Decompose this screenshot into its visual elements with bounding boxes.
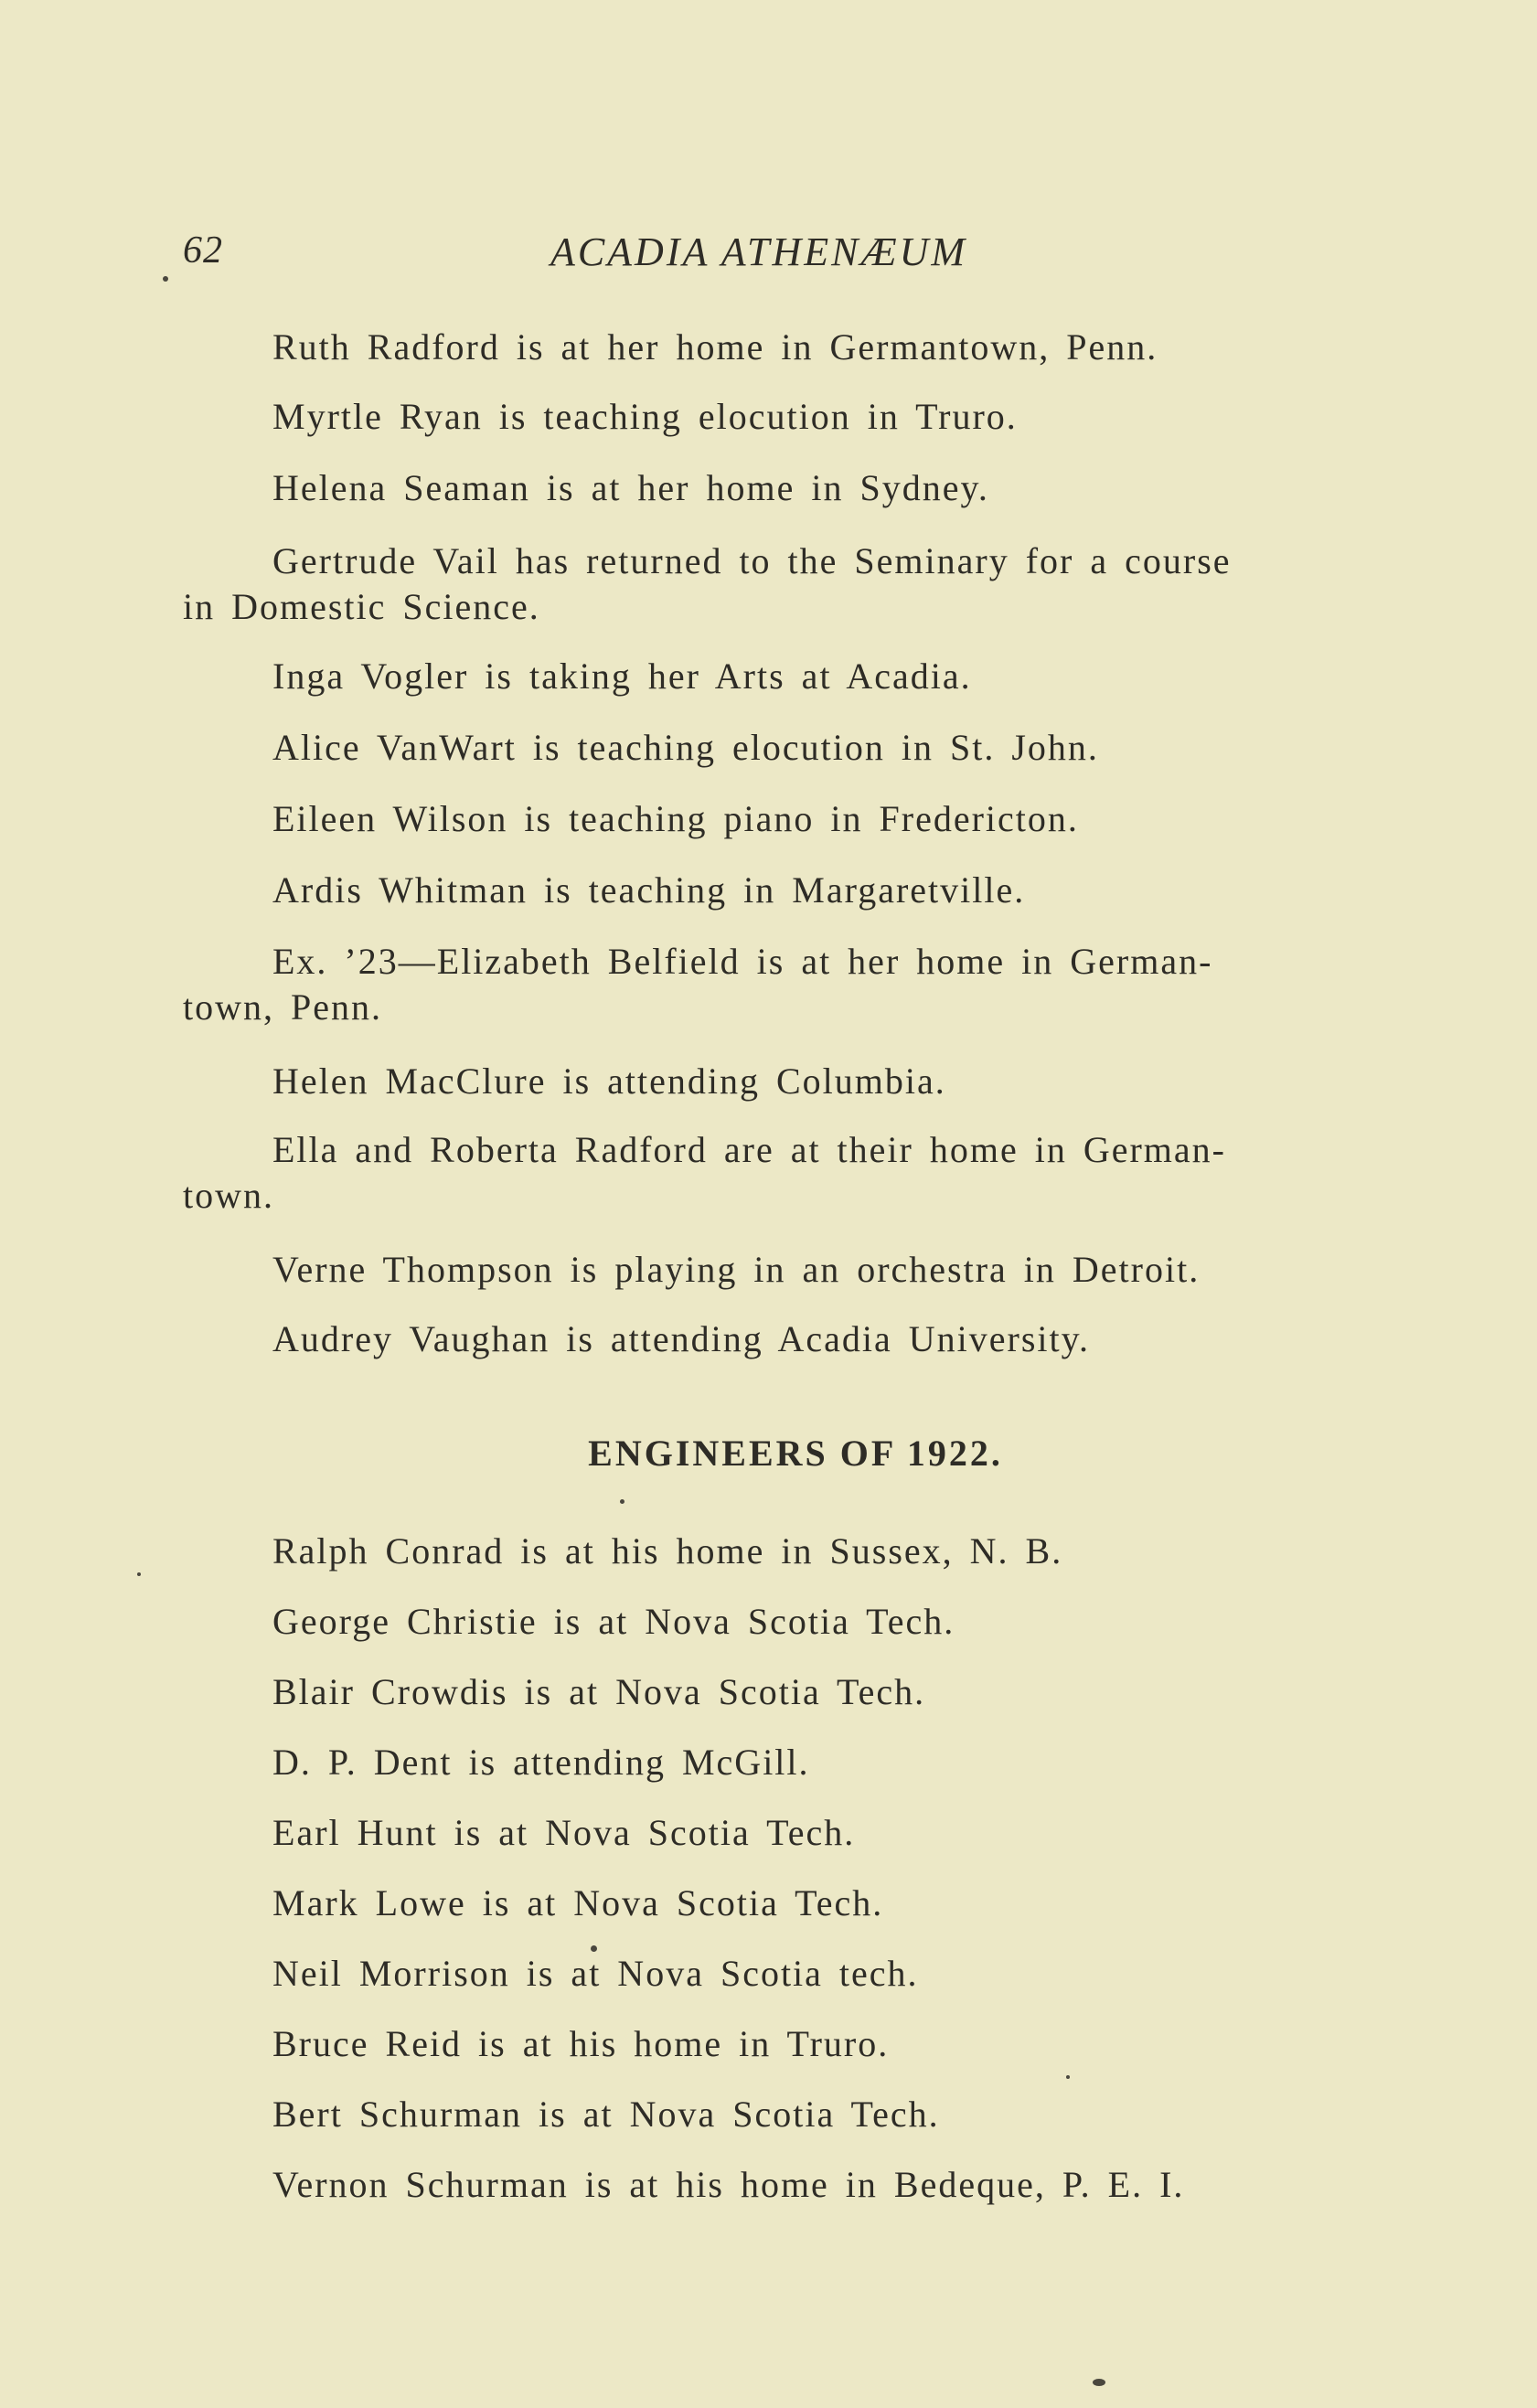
paper-speck [591,1945,597,1952]
note-line: Helena Seaman is at her home in Sydney. [272,467,989,508]
note-line: Earl Hunt is at Nova Scotia Tech. [272,1812,856,1853]
engineer-note [183,1740,1408,1785]
note-line: Eileen Wilson is teaching piano in Fredericton. [272,798,1079,839]
note-line: Ruth Radford is at her home in Germantown, Penn. [272,326,1158,368]
paper-speck [163,276,168,282]
note-paragraph [183,325,1408,370]
note-paragraph [183,465,1408,511]
engineer-note [183,1881,1408,1926]
note-line: Vernon Schurman is at his home in Bedeque, P. E. I. [272,2164,1185,2205]
note-line: Ardis Whitman is teaching in Margaretville. [272,869,1026,911]
note-line: Gertrude Vail has returned to the Seminary for a course [272,540,1232,581]
note-line: in Domestic Science. [183,586,540,627]
note-paragraph [183,1059,1408,1104]
note-line: Blair Crowdis is at Nova Scotia Tech. [272,1671,926,1712]
journal-title: ACADIA ATHENÆUM [550,229,968,274]
section-heading: ENGINEERS OF 1922. [588,1433,1003,1474]
note-paragraph [183,1127,1408,1219]
note-line: George Christie is at Nova Scotia Tech. [272,1601,955,1642]
paper-speck [620,1499,624,1504]
note-paragraph [183,538,1408,630]
engineer-note [183,2021,1408,2067]
note-line: Mark Lowe is at Nova Scotia Tech. [272,1882,884,1923]
note-paragraph [183,394,1408,440]
note-line: Bruce Reid is at his home in Truro. [272,2023,890,2064]
page-number: 62 [183,229,223,272]
engineer-note [183,1951,1408,1997]
note-line: Myrtle Ryan is teaching elocution in Truro. [272,396,1018,437]
engineer-note [183,1669,1408,1715]
note-paragraph [183,939,1408,1030]
engineer-note [183,1810,1408,1856]
note-line: Ex. ’23—Elizabeth Belfield is at her home in German- [272,941,1213,982]
paper-speck [1093,2379,1105,2386]
note-line: town. [183,1175,274,1216]
paper-speck [137,1572,141,1576]
engineer-note [183,2162,1408,2208]
note-paragraph [183,796,1408,842]
note-line: D. P. Dent is attending McGill. [272,1742,810,1783]
note-line: Bert Schurman is at Nova Scotia Tech. [272,2094,940,2135]
engineer-note [183,1529,1408,1574]
note-paragraph [183,1316,1408,1362]
note-paragraph [183,868,1408,913]
note-line: Audrey Vaughan is attending Acadia University. [272,1318,1091,1359]
running-head [183,229,1408,283]
engineer-note [183,1599,1408,1645]
note-line: Ella and Roberta Radford are at their home in German- [272,1129,1226,1170]
note-paragraph [183,725,1408,771]
note-paragraph [183,1247,1408,1293]
note-line: Inga Vogler is taking her Arts at Acadia. [272,655,972,697]
paper-speck [1066,2075,1070,2079]
note-line: town, Penn. [183,986,382,1028]
note-paragraph [183,654,1408,699]
note-line: Helen MacClure is attending Columbia. [272,1060,946,1102]
engineer-note [183,2092,1408,2137]
note-line: Alice VanWart is teaching elocution in St. John. [272,727,1099,768]
note-line: Neil Morrison is at Nova Scotia tech. [272,1953,919,1994]
note-line: Ralph Conrad is at his home in Sussex, N. B. [272,1530,1063,1572]
note-line: Verne Thompson is playing in an orchestra in Detroit. [272,1249,1201,1290]
